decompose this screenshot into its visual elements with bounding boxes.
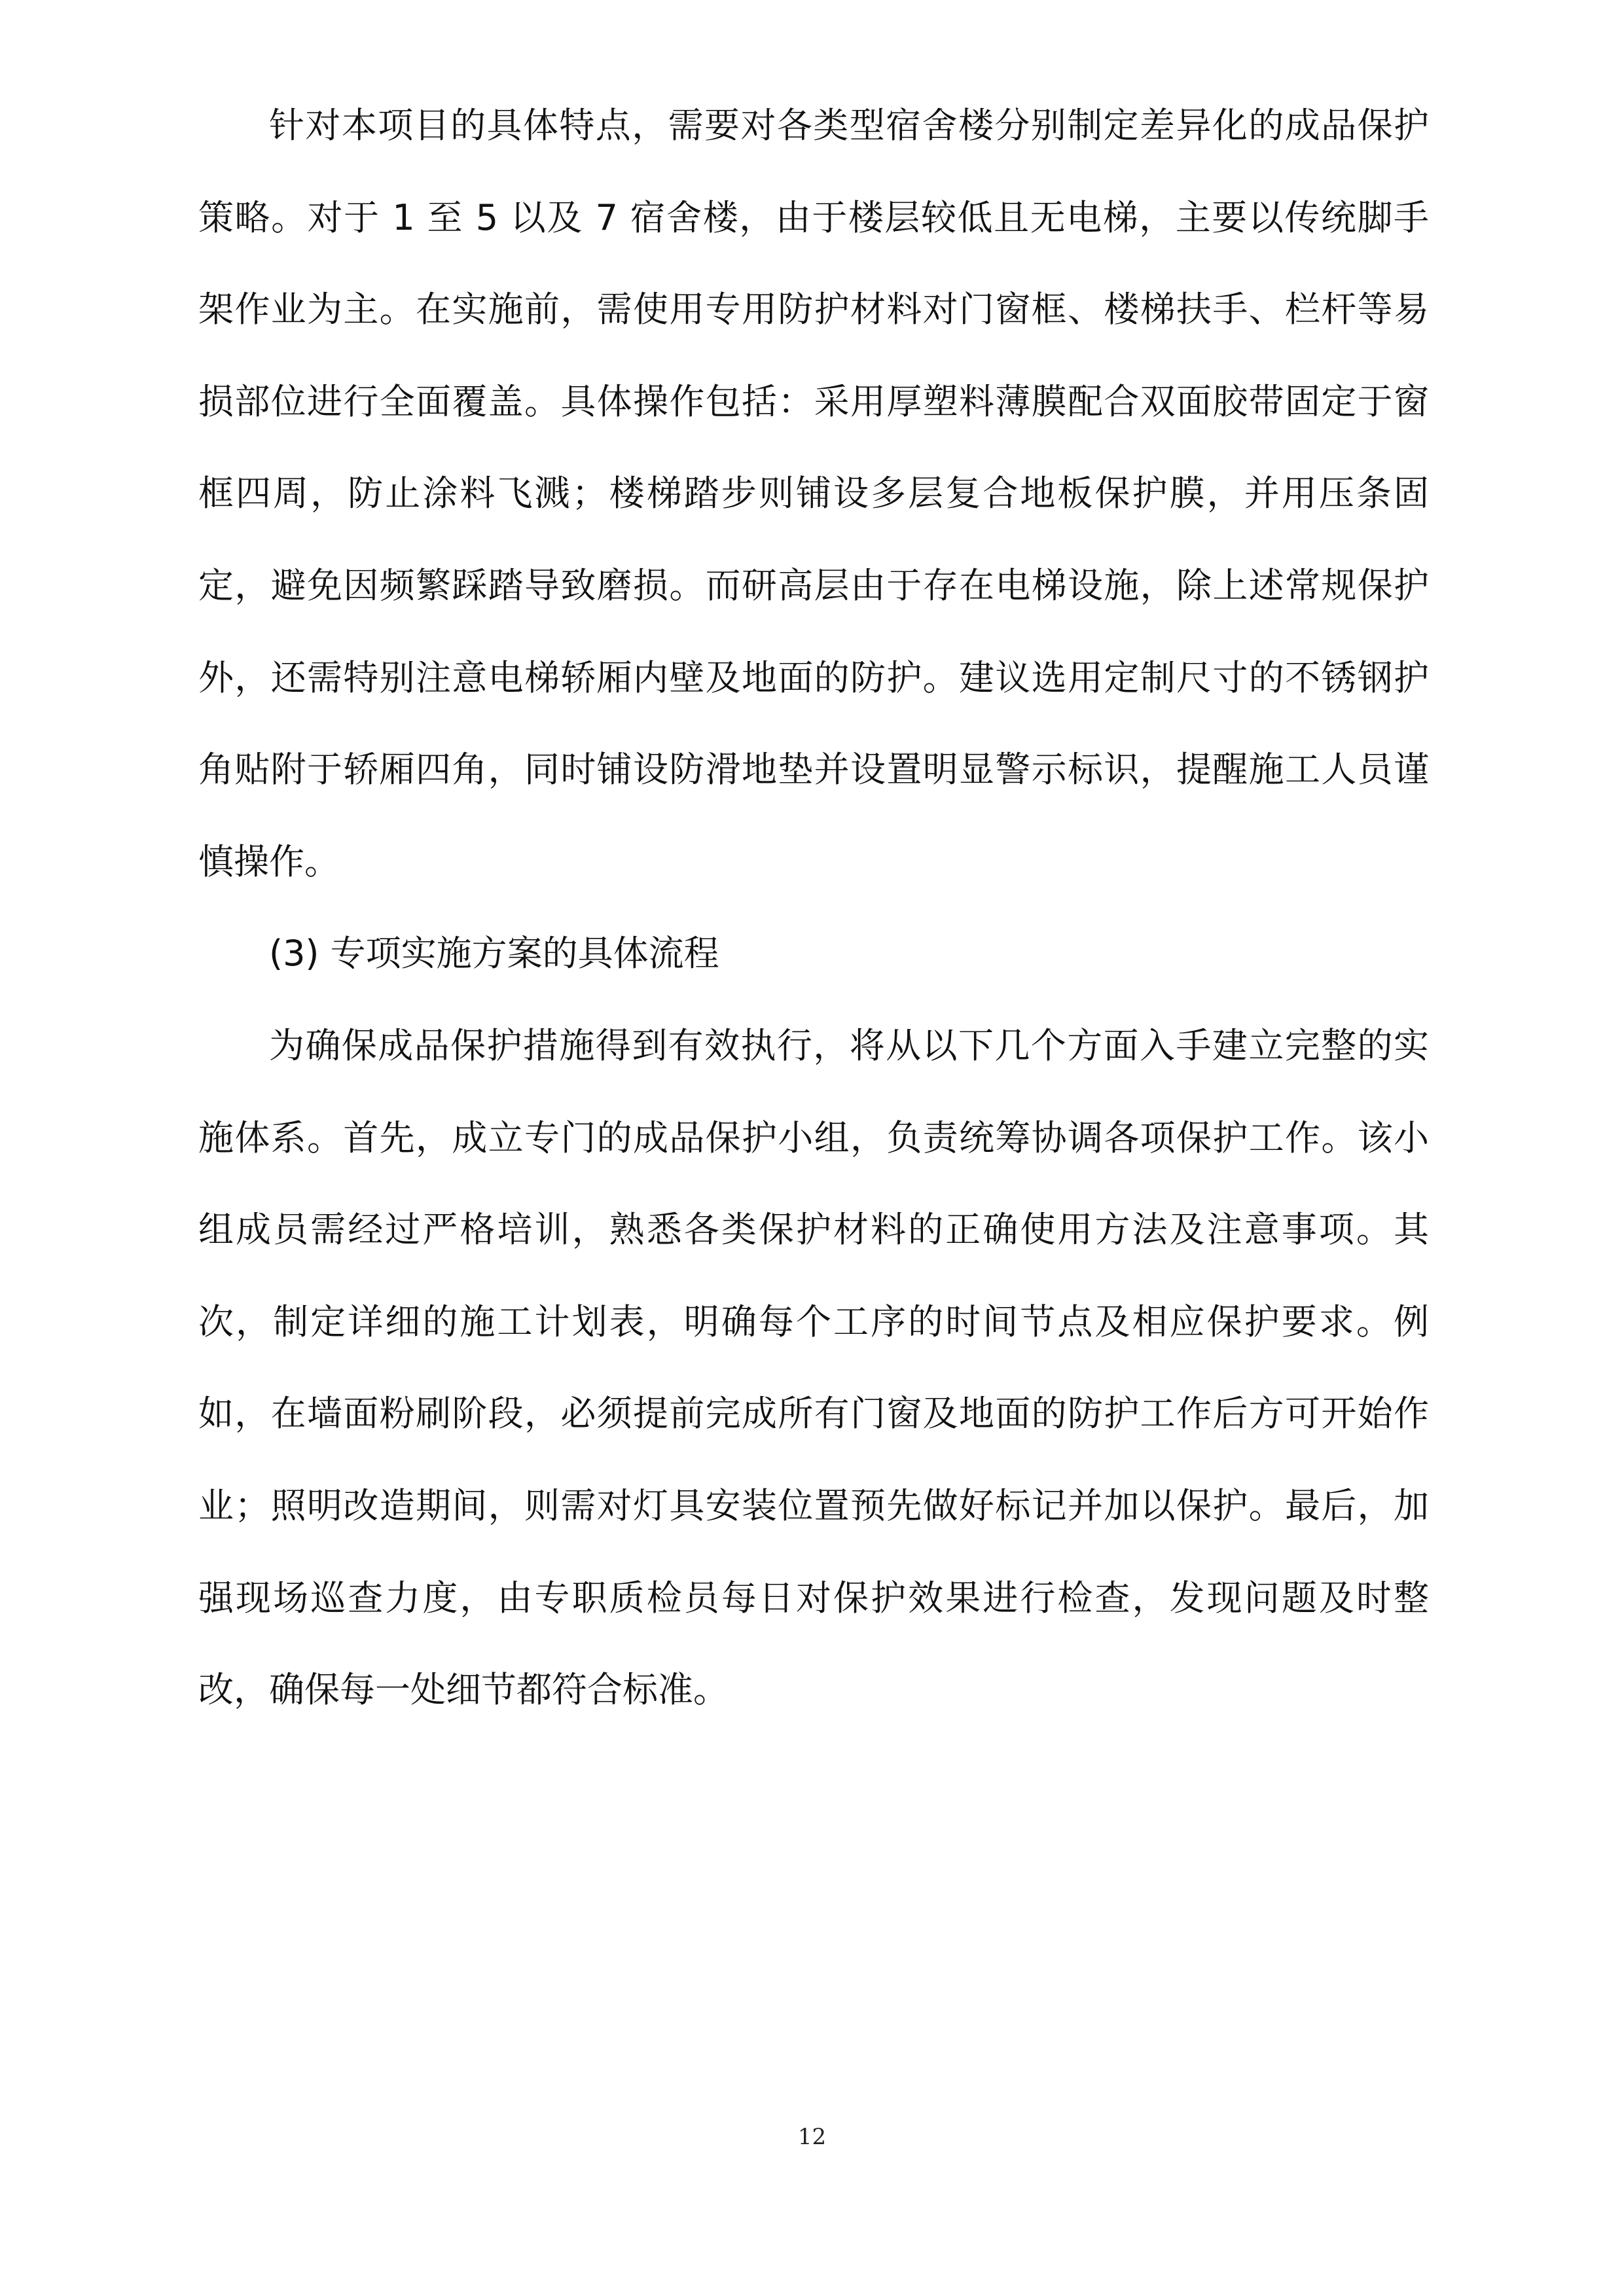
page-body bbox=[198, 80, 1429, 1736]
page-number: 12 bbox=[797, 2124, 827, 2150]
paragraph-protection-strategy: 针对本项目的具体特点，需要对各类型宿舍楼分别制定差异化的成品保护策略。对于 1 至 5 以及 7 宿舍楼，由于楼层较低且无电梯，主要以传统脚手架作业为主。在实施前，需使用专用防护材料对门窗框、楼梯扶手、栏杆等易损部位进行全面覆盖。具体操作包括：采用厚塑料薄膜配合双面胶带固定于窗框四周，防止涂料飞溅；楼梯踏步则铺设多层复合地板保护膜，并用压条固定，避免因频繁踩踏导致磨损。而研高层由于存在电梯设施，除上述常规保护外，还需特别注意电梯轿厢内壁及地面的防护。建议选用定制尺寸的不锈钢护角贴附于轿厢四角，同时铺设防滑地垫并设置明显警示标识，提醒施工人员谨慎操作。 bbox=[198, 105, 1429, 882]
section-heading-implementation-process: (3) 专项实施方案的具体流程 bbox=[269, 933, 719, 975]
paragraph-implementation-system: 为确保成品保护措施得到有效执行，将从以下几个方面入手建立完整的实施体系。首先，成立专门的成品保护小组，负责统筹协调各项保护工作。该小组成员需经过严格培训，熟悉各类保护材料的正确使用方法及注意事项。其次，制定详细的施工计划表，明确每个工序的时间节点及相应保护要求。例如，在墙面粉刷阶段，必须提前完成所有门窗及地面的防护工作后方可开始作业；照明改造期间，则需对灯具安装位置预先做好标记并加以保护。最后，加强现场巡查力度，由专职质检员每日对保护效果进行检查，发现问题及时整改，确保每一处细节都符合标准。 bbox=[198, 1024, 1429, 1711]
